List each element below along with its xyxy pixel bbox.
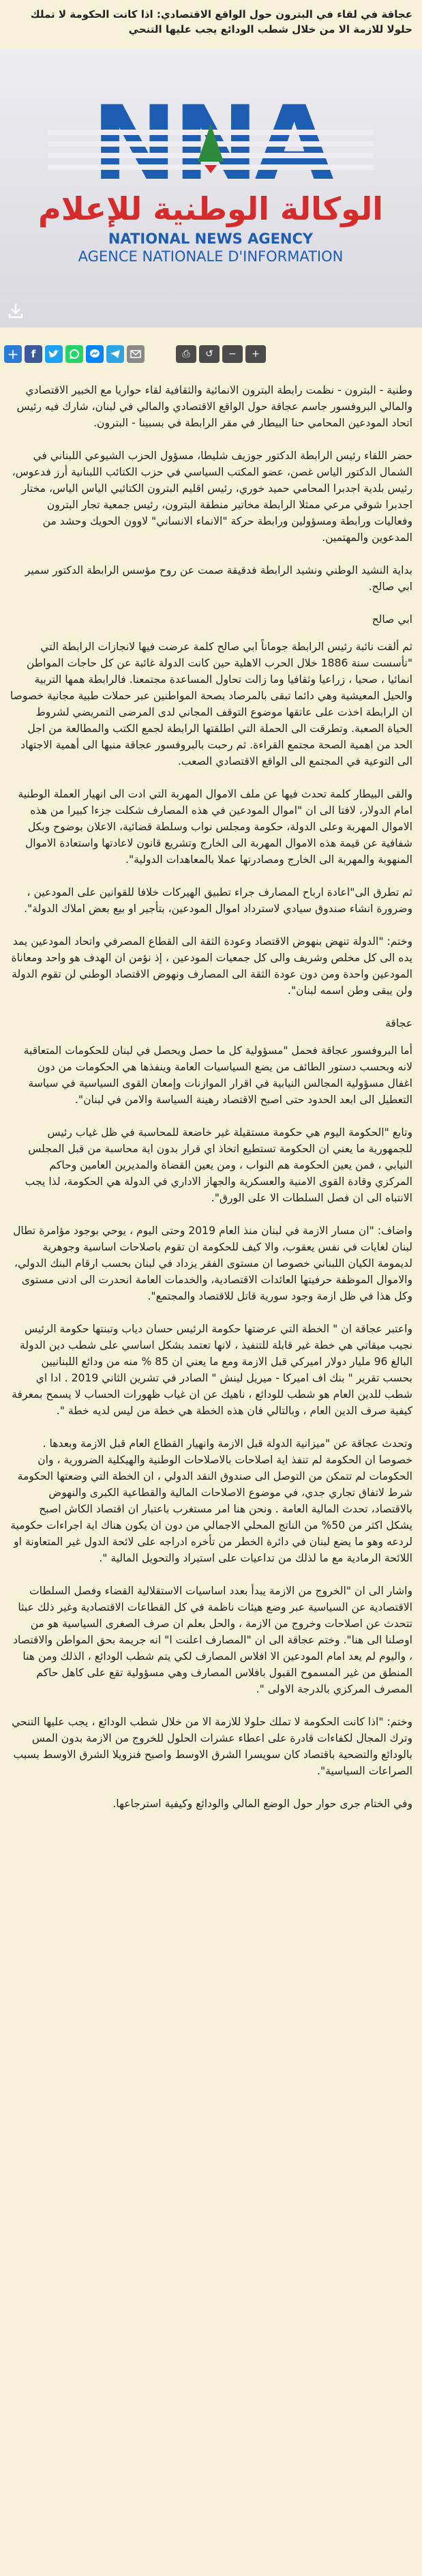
share-email-button[interactable]: [127, 345, 145, 363]
share-whatsapp-button[interactable]: [65, 345, 83, 363]
logo-french-name: AGENCE NATIONALE D'INFORMATION: [78, 248, 344, 265]
telegram-icon: [110, 349, 121, 360]
article-body: [10, 382, 412, 1828]
article-paragraph: بداية النشيد الوطني ونشيد الرابطة فدقيقة صمت عن روح مؤسس الرابطة الدكتور سمير ابي صالح.: [25, 564, 412, 593]
logo-english-name: NATIONAL NEWS AGENCY: [108, 231, 314, 247]
article-paragraph: وتحدث عجاقة عن "ميزانية الدولة قبل الازمة وانهيار القطاع العام قبل الازمة وبعدها . خصوصا ان الحكومة لم تنفذ اية اصلاحات بالاصلاحات الوطنية والهيكلية الضرورية ، وان الحكومات لم تتمكن من التوصل الى صندوق النقد الدولي ، ان الخطة التي وضعتها الحكومة شرط لاتفاق تجاري جدي، في موضوع الاصلاحات المالية والقطاعية الكبرى والنهوض بالاقتصاد، تحدث المالية العامة . ونحن هنا امر مستغرب باعتبار ان اقتصاد الكاش اصبح يشكل اكثر من 50% من الناتج المحلي الاجمالي من دون ان يكون هناك اية اجراءات حكومية لردعه وهو ما يضع لبنان في دائرة الخطر من تأخره ادراجه على لائحة الدول غير المتعاونة او اللائحة الرمادية مع ما لذلك من تداعيات على استيراد والتحويل المالية ".: [10, 1437, 412, 1564]
article-paragraph: وفي الختام جرى حوار حول الوضع المالي والودائع وكيفية استرجاعها.: [112, 1798, 412, 1810]
article-paragraph: ثم تطرق الى"اعادة ارباح المصارف جراء تطبيق الهيركات خلافا للقوانين على المودعين ، وضرورة انشاء صندوق سيادي لاسترداد اموال المودعين، بتأجير او بيع بعض املاك الدولة".: [24, 886, 412, 915]
article-paragraph: حضر اللقاء رئيس الرابطة الدكتور جوزيف شليطا، مسؤول الحزب الشيوعي اللبناني في الشمال الدكتور الياس غصن، عضو المكتب السياسي في حزب الكتائب اللبنانية أرز فدعوس، رئيس بلدية اجدبرا المحامي حميد خوري، رئيس اقليم البترون الكتائبي الياس الياس، مختار اجدبرا شوقي مرعي ممثلا الرابطة مخاتير منطقة البترون، رئيس جمعية تجار البترون وفعاليات ورابطة ومسؤولين ورابطة حركة "الانماء الانساني" لاوون الحويك وحشد من المدعوين والمهتمين.: [12, 450, 412, 544]
hero-image: [0, 49, 422, 327]
article-paragraph: واضاف: "ان مسار الازمة في لبنان منذ العام 2019 وحتى اليوم ، يوحي بوجود مؤامرة تطال لبنان لغايات في نفس يعقوب، والا كيف للحكومة ان تقوم باصلاحات اساسية وجوهرية لديمومة الكيان اللبناني خصوصا ان مستوى الفقر يزداد في لبنان بحسب ارقام البنك الدولي، والاموال الموظفة حرفيتها العائدات الاقتصادية، والخدمات العامة انحدرت الى ادنى مستوى وكل هذا في ظل ازمة وجود سورية قاتل للاقتصاد والمجتمع".: [13, 1225, 412, 1302]
logo-arabic-name: الوكالة الوطنية للإعلام: [37, 190, 384, 227]
increase-font-button[interactable]: [245, 345, 266, 363]
article-paragraph: واعتبر عجاقة ان " الخطة التي عرضتها حكومة الرئيس حسان دياب وتبنتها حكومة الرئيس نجيب ميقاتي هي خطة غير قابلة للتنفيذ ، لانها تعتمد بشكل اساسي على شطب دين الدولة البالغ 96 مليار دولار اميركي قبل الازمة ومع ما يعني ان 85 % منه من ودائع اللبنانيين بحسب تقرير " بنك اف اميركا - ميريل لينش " الصادر في تشرين الثاني 2019 . ادا اي شطب للدين العام هو شطب للودائع ، ناهيك عن ان غياب ظهورات الحساب لا يسمح بمعرفة كيفية صرف الدين العام ، وبالتالي فان هذه الخطة هي خطة من ليس لديه خطة ".: [12, 1323, 412, 1417]
nna-logo: [0, 49, 422, 327]
share-toolbar: [0, 345, 422, 368]
print-icon: ⎙: [182, 349, 190, 360]
article-title: عجاقة في لقاء في البترون حول الواقع الاقتصادي: اذا كانت الحكومة لا تملك حلولا للازمة الا من خلال شطب الودائع يجب عليها التنحي: [30, 8, 412, 35]
share-more-button[interactable]: [4, 345, 22, 363]
whatsapp-icon: [69, 349, 80, 360]
title-bar: [0, 0, 422, 49]
article-paragraph: وختم: "اذا كانت الحكومة لا تملك حلولا للازمة الا من خلال شطب الودائع ، يجب عليها التنحي وترك المجال لكفاءات قادرة على اعطاء عشرات الحلول للخروج من الازمة بدون المس بالودائع والتضحية باقتصاد كان سويسرا الشرق الاوسط واصبح فنزويلا الشرق الاوسط بسبب الصراعات السياسية".: [12, 1716, 412, 1777]
article-paragraph: والقى البيطار كلمة تحدث فيها عن ملف الاموال المهربة التي ادت الى انهيار العملة الوطنية امام الدولار، لافتا الى ان "اموال المودعين في هذه المصارف شكلت جزءا كبيرا من هذه الاموال المهربة وعلى الدولة، حكومة ومجلس نواب وسلطة قضائية، الاعلان بوضوح وبكل شفافية عن قيمة هذه الاموال المهربة الى الخارج وتشريع قانون لاعادتها واستعادة الاموال المنهوبة والمهربة الى الخارج ومصادرتها عملا بالمعاهدات الدولية".: [18, 788, 412, 866]
plus-icon: +: [7, 346, 19, 362]
article-paragraph: وتابع "الحكومة اليوم هي حكومة مستقيلة غير خاضعة للمحاسبة في ظل غياب رئيس للجمهورية ما يعني ان الحكومة تستطيع اتخاذ اي قرار بدون اية محاسبة من قبل المجلس النيابي ، فمن يعين الحكومة هم النواب ، ومن يعين القضاة والمديرين العامين وحاكم المركزي وقادة القوى الامنية والعسكرية والجهاز الاداري في الدولة هي الحكومة، لذا يجب الانتباه الى ان فصل السلطات الا على الورق".: [25, 1126, 412, 1204]
share-facebook-button[interactable]: [25, 345, 42, 363]
share-telegram-button[interactable]: [106, 345, 124, 363]
section-heading: عجاقة: [385, 1017, 412, 1029]
minus-icon: −: [228, 349, 237, 360]
nna-mark: [48, 85, 374, 203]
article-paragraph: أما البروفسور عجاقة فحمل "مسؤولية كل ما حصل ويحصل في لبنان للحكومات المتعاقبة لانه وبحسب دستور الطائف من يضع السياسيات العامة وينفذها هي الحكومات من دون اغفال مسؤولية المجالس النيابية في اقرار الموازنات وإمعان القوى السياسية في سياسة التعطيل الى ابعد الحدود حتى اصبح الاقتصاد رهينة السياسة والامن في لبنان".: [23, 1044, 412, 1106]
article-paragraph: وطنية - البترون - نظمت رابطة البترون الانمائية والثقافية لقاء حواريا مع الخبير الاقتصادي والمالي البروفسور جاسم عجاقة حول الواقع الاقتصادي والمالي في لبنان، شارك فيه رئيس اتحاد المودعين المحامي حنا البيطار في مقر الرابطة في بسبينا - البترون.: [16, 384, 412, 429]
section-heading: ابي صالح: [372, 613, 412, 626]
plus-font-icon: +: [252, 349, 260, 360]
article-paragraph: ثم ألقت نائبة رئيس الرابطة جوماناً ابي صالح كلمة عرضت فيها لانجازات الرابطة التي "تأسست سنة 1886 خلال الحرب الاهلية حين كانت الدولة غائبة عن كل حاجات المواطن انمائيا ، صحيا ، زراعيا وثقافيا وما زالت تحاول المساعدة مجتمعنا. فالرابطة همها التربية والحيل المعيشية وهي دائما تبقى بالمرصاد بصحة المواطنين عبر حملات طبية مجانية خصوصا ان الرابطة اخذت على عاتقها موضوع التوقف المجاني لدى المرضى التمريضي لشروط الحياة الصعبة. وتطرقت الى الحملة التي اطلقتها الرابطة لجمع الكتب والمطالعة من اجل الحد من اهمية الصحة مجتمع القراءة. ثم رحبت بالبروفسور عجاقة منبها الى أهمية الاجتهاد الى التوعية في المجتمع الى الواقع الاقتصادي الصعب.: [10, 641, 412, 767]
share-messenger-button[interactable]: [86, 345, 104, 363]
article-paragraph: وختم: "الدولة تنهض بنهوض الاقتصاد وعودة الثقة الى القطاع المصرفي واتحاد المودعين يمد يده الى كل مخلص وشريف والى كل جمعيات المودعين ، إذ نؤمن ان الهدف هو واحد ومعاناة المودعين واحدة ومن دون عودة الثقة الى المصارف ونهوض الاقتصاد الوطني لن تقوم الدولة ولن يبقى وطن اسمه لبنان".: [11, 935, 412, 997]
reset-icon: ↺: [205, 349, 213, 360]
reset-font-button[interactable]: [199, 345, 220, 363]
messenger-icon: [89, 349, 100, 360]
twitter-icon: [48, 349, 59, 359]
download-icon[interactable]: [7, 302, 25, 319]
decrease-font-button[interactable]: [222, 345, 243, 363]
facebook-icon: f: [31, 348, 36, 360]
article-paragraph: واشار الى ان "الخروج من الازمة يبدأ بعدد اساسيات الاستقلالية القضاء وفصل السلطات الاقتصادية عن السياسية عبر وضع هيئات ناظمة في كل القطاعات الاقتصادية وغير ذلك عبثا تتحدث عن اصلاحات وخروج من الازمة ، والحل بعلم ان صرف الصغرى السياسية هو من اوصلنا الى هنا". وختم عجاقة الى ان "المصارف اعلنت ا" انه جريمة بحق المواطن والاقتصاد ، واليوم لم يعد امام المودعين الا افلاس المصارف لكي يتم شطب الودائع ، الذلك ومن هنا المنطق من غير المسموح القبول بافلاس المصارف وهي مسؤولية تقع على كاهل حاكم المصرف المركزي بالدرجة الاولى ".: [13, 1585, 412, 1695]
print-button[interactable]: [176, 345, 196, 363]
share-twitter-button[interactable]: [45, 345, 63, 363]
email-icon: [130, 350, 141, 358]
